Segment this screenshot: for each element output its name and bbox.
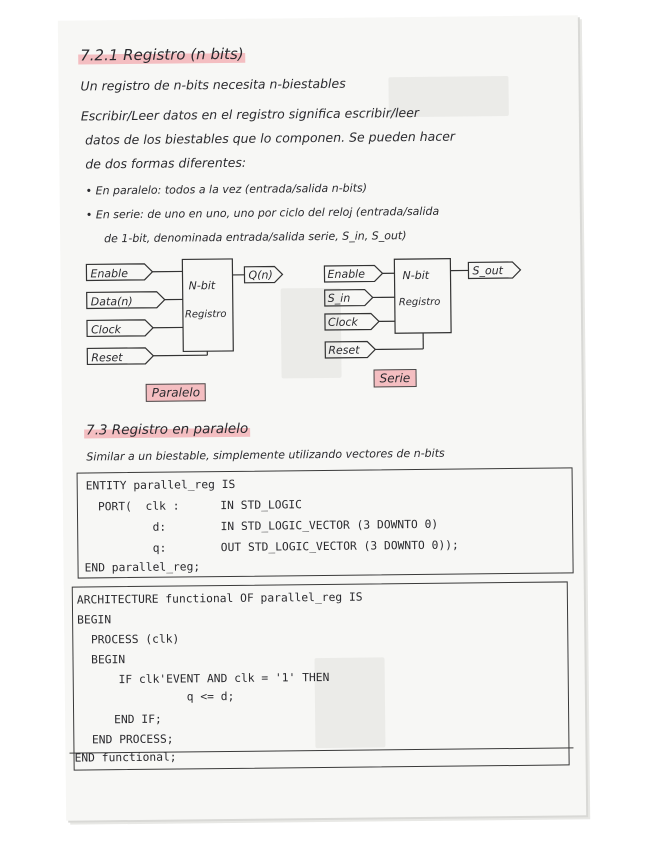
bullet-paralelo: • En paralelo: todos a la vez (entrada/salida n-bits) [85, 181, 368, 198]
output-label: Q(n) [248, 268, 273, 282]
input-label: Reset [328, 343, 360, 357]
code-line: ARCHITECTURE functional OF parallel_reg IS [76, 590, 363, 607]
code-line: q: OUT STD_LOGIC_VECTOR (3 DOWNTO 0)); [98, 538, 459, 556]
serie-register-diagram [322, 253, 563, 366]
notebook-page [58, 15, 586, 820]
entity-code-block [77, 467, 574, 578]
code-line: PORT( clk : IN STD_LOGIC [97, 498, 303, 514]
block-label-top: N-bit [402, 268, 430, 283]
caption-paralelo: Paralelo [146, 383, 206, 402]
architecture-code-block [72, 581, 570, 770]
block-label-top: N-bit [188, 279, 216, 293]
code-line: END parallel_reg; [84, 560, 201, 575]
parallel-register-diagram [84, 254, 305, 376]
input-label: Data(n) [90, 294, 133, 309]
code-line: PROCESS (clk) [77, 632, 180, 647]
caption-serie: Serie [373, 369, 416, 387]
bullet-serie-cont: de 1-bit, denominada entrada/salida serie, S_in, S_out) [104, 229, 407, 246]
code-line: BEGIN [77, 653, 126, 667]
input-label: Enable [90, 267, 129, 281]
input-label: Enable [327, 267, 366, 281]
text-line: Un registro de n-bits necesita n-biestables [80, 75, 346, 94]
text-line: de dos formas diferentes: [85, 154, 247, 172]
output-label: S_out [472, 264, 504, 278]
input-label: Clock [327, 315, 358, 329]
code-line: END PROCESS; [78, 732, 174, 747]
code-line: q <= d; [77, 689, 235, 705]
bullet-serie: • En serie: de uno en uno, uno por ciclo del reloj (entrada/salida [85, 204, 440, 222]
text-line: datos de los biestables que lo componen. Se pueden hacer [84, 128, 456, 148]
input-label: Reset [91, 351, 123, 365]
code-line: END IF; [114, 712, 162, 727]
code-line: END functional; [74, 750, 177, 765]
code-line: d: IN STD_LOGIC_VECTOR (3 DOWNTO 0) [98, 517, 439, 535]
input-label: S_in [327, 291, 351, 305]
code-line: ENTITY parallel_reg IS [85, 477, 236, 493]
block-label-bottom: Registro [184, 308, 227, 321]
section-title-registro: 7.2.1 Registro (n bits) [80, 44, 244, 65]
text-line: Similar a un biestable, simplemente utilizando vectores de n-bits [86, 446, 445, 464]
text-line: Escribir/Leer datos en el registro significa escribir/leer [80, 104, 420, 124]
input-label: Clock [90, 323, 122, 337]
code-line: IF clk'EVENT AND clk = '1' THEN [77, 670, 330, 687]
code-line: BEGIN [77, 613, 112, 627]
section-title-registro-paralelo: 7.3 Registro en paralelo [86, 420, 249, 439]
block-label-bottom: Registro [398, 296, 441, 309]
